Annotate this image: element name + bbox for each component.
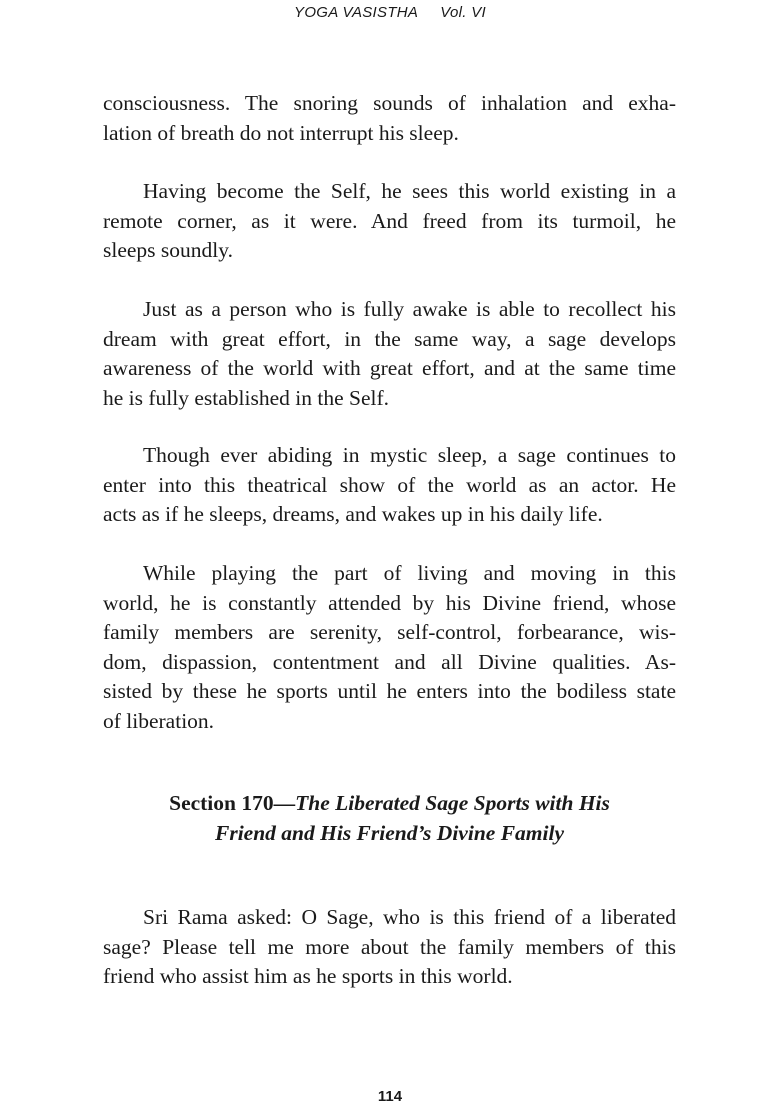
text-line: world, he is constantly attended by his Divine friend, whose <box>103 590 676 615</box>
text-line: Though ever abiding in mystic sleep, a sage continues to <box>143 443 676 467</box>
text-line: Having become the Self, he sees this world existing in a <box>143 179 676 203</box>
text-line: sleeps soundly. <box>103 238 233 262</box>
section-heading-line-1 <box>103 789 676 819</box>
text-line: lation of breath do not interrupt his sleep. <box>103 120 459 145</box>
text-line: enter into this theatrical show of the world as an actor. He <box>103 472 676 497</box>
text-line: While playing the part of living and moving in this <box>143 561 676 585</box>
text-line: consciousness. The snoring sounds of inhalation and exha- <box>103 91 676 115</box>
text-line: sage? Please tell me more about the family members of this <box>103 934 676 959</box>
section-number: Section 170— <box>169 791 296 815</box>
text-line: awareness of the world with great effort, and at the same time <box>103 356 676 380</box>
section-title-part-2: Friend and His Friend’s Divine Family <box>214 820 564 845</box>
text-line: remote corner, as it were. And freed from its turmoil, he <box>103 208 676 233</box>
text-line: Just as a person who is fully awake is able to recollect his <box>143 297 676 321</box>
paragraph-4 <box>103 441 676 530</box>
paragraph-5 <box>103 559 676 736</box>
text-line: family members are serenity, self-control, forbearance, wis- <box>103 620 676 644</box>
text-line: dream with great effort, in the same way, a sage develops <box>103 326 676 351</box>
paragraph-6 <box>103 903 676 992</box>
text-line: of liberation. <box>103 708 215 733</box>
page-number: 114 <box>377 1088 403 1105</box>
text-line: friend who assist him as he sports in this world. <box>103 964 513 988</box>
text-line: Sri Rama asked: O Sage, who is this friend of a liberated <box>143 905 676 929</box>
book-title: YOGA VASISTHA <box>294 4 419 21</box>
text-line: sisted by these he sports until he enters into the bodiless state <box>103 679 676 703</box>
paragraph-2 <box>103 177 676 266</box>
volume-label: Vol. VI <box>440 4 486 21</box>
text-line: he is fully established in the Self. <box>103 385 390 410</box>
running-header <box>0 4 780 21</box>
section-title-part-1: The Liberated Sage Sports with His <box>295 791 610 815</box>
paragraph-3 <box>103 295 676 413</box>
text-line: acts as if he sleeps, dreams, and wakes up in his daily life. <box>103 502 603 526</box>
paragraph-1 <box>103 89 676 148</box>
section-heading <box>103 789 676 848</box>
text-line: dom, dispassion, contentment and all Divine qualities. As- <box>103 649 676 674</box>
